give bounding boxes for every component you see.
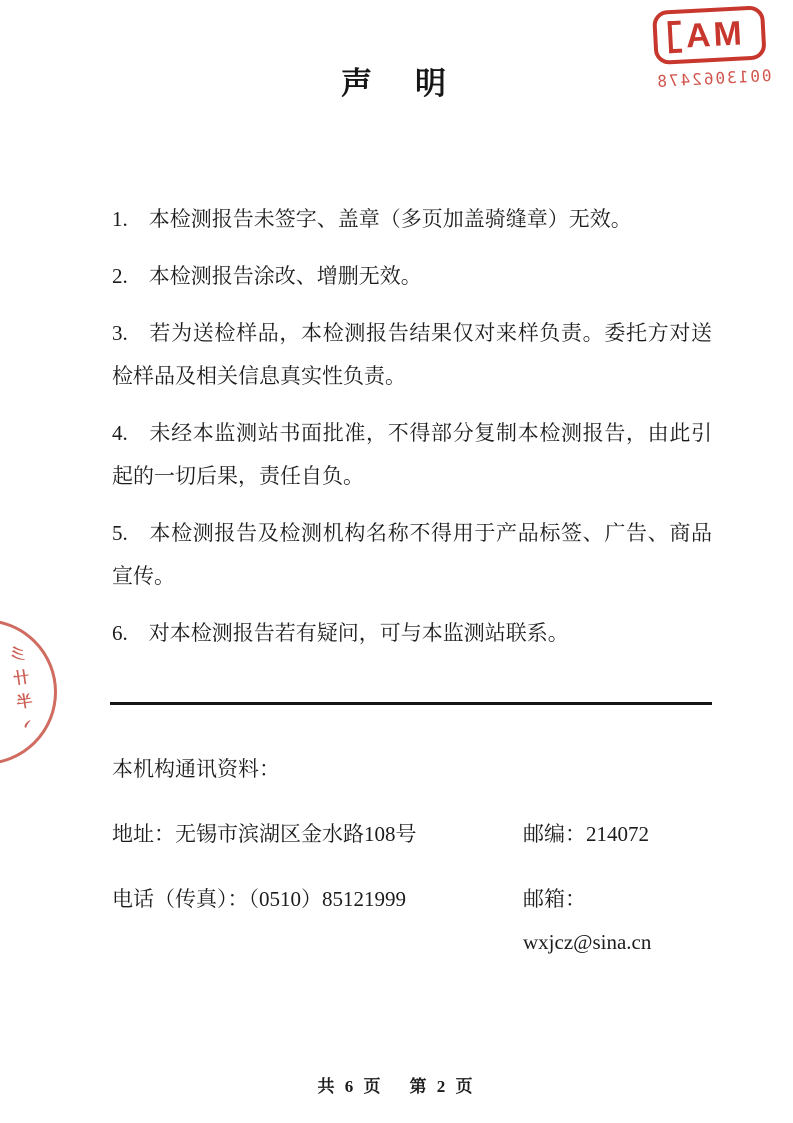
contact-row-phone	[112, 878, 712, 964]
item-text: 本检测报告未签字、盖章（多页加盖骑缝章）无效。	[148, 207, 632, 231]
item-number: 4.	[112, 421, 128, 445]
page-footer	[0, 1072, 793, 1097]
address-label: 地址：	[112, 822, 175, 846]
postcode-line	[523, 813, 712, 856]
page-title: 声 明	[341, 66, 452, 101]
divider	[110, 702, 712, 705]
contact-section	[112, 748, 712, 964]
item-text: 对本检测报告若有疑问，可与本监测站联系。	[148, 621, 569, 645]
email-line	[523, 878, 712, 964]
item-number: 3.	[112, 321, 128, 345]
cma-letters: AM	[684, 14, 746, 56]
phone-value: （0510）85121999	[248, 887, 406, 911]
item-text: 未经本监测站书面批准，不得部分复制本检测报告，由此引起的一切后果，责任自负。	[112, 421, 712, 488]
declaration-list	[112, 198, 712, 655]
email-value: wxjcz@sina.cn	[523, 930, 652, 954]
seal-glyphs: 彡卄半丶	[8, 645, 38, 736]
item-number: 6.	[112, 621, 128, 645]
item-text: 若为送检样品，本检测报告结果仅对来样负责。委托方对送检样品及相关信息真实性负责。	[112, 321, 712, 388]
cma-certification-stamp	[652, 5, 772, 91]
stamp-serial-number: 0013062478	[654, 65, 773, 91]
cross-page-seal-fragment	[0, 605, 70, 775]
postcode-label: 邮编：	[523, 822, 586, 846]
item-number: 2.	[112, 264, 128, 288]
item-text: 本检测报告涂改、增删无效。	[148, 264, 422, 288]
address-value: 无锡市滨湖区金水路108号	[175, 822, 417, 846]
cma-logo-icon	[652, 5, 767, 65]
list-item-1	[112, 198, 712, 241]
list-item-4	[112, 412, 712, 498]
item-text: 本检测报告及检测机构名称不得用于产品标签、广告、商品宣传。	[112, 521, 712, 588]
item-number: 5.	[112, 521, 128, 545]
list-item-3	[112, 312, 712, 398]
list-item-6	[112, 612, 712, 655]
current-page: 第 2 页	[409, 1077, 476, 1096]
item-number: 1.	[112, 207, 128, 231]
total-pages: 共 6 页	[317, 1077, 384, 1096]
seal-arc-icon	[0, 619, 57, 765]
contact-heading: 本机构通讯资料：	[112, 757, 280, 781]
list-item-2	[112, 255, 712, 298]
address-line	[112, 813, 523, 856]
email-label: 邮箱：	[523, 887, 586, 911]
phone-label: 电话（传真）：	[112, 887, 249, 911]
contact-row-address	[112, 813, 712, 856]
list-item-5	[112, 512, 712, 598]
postcode-value: 214072	[586, 822, 649, 846]
phone-line	[112, 878, 523, 964]
cma-c-bracket-icon	[667, 21, 682, 54]
